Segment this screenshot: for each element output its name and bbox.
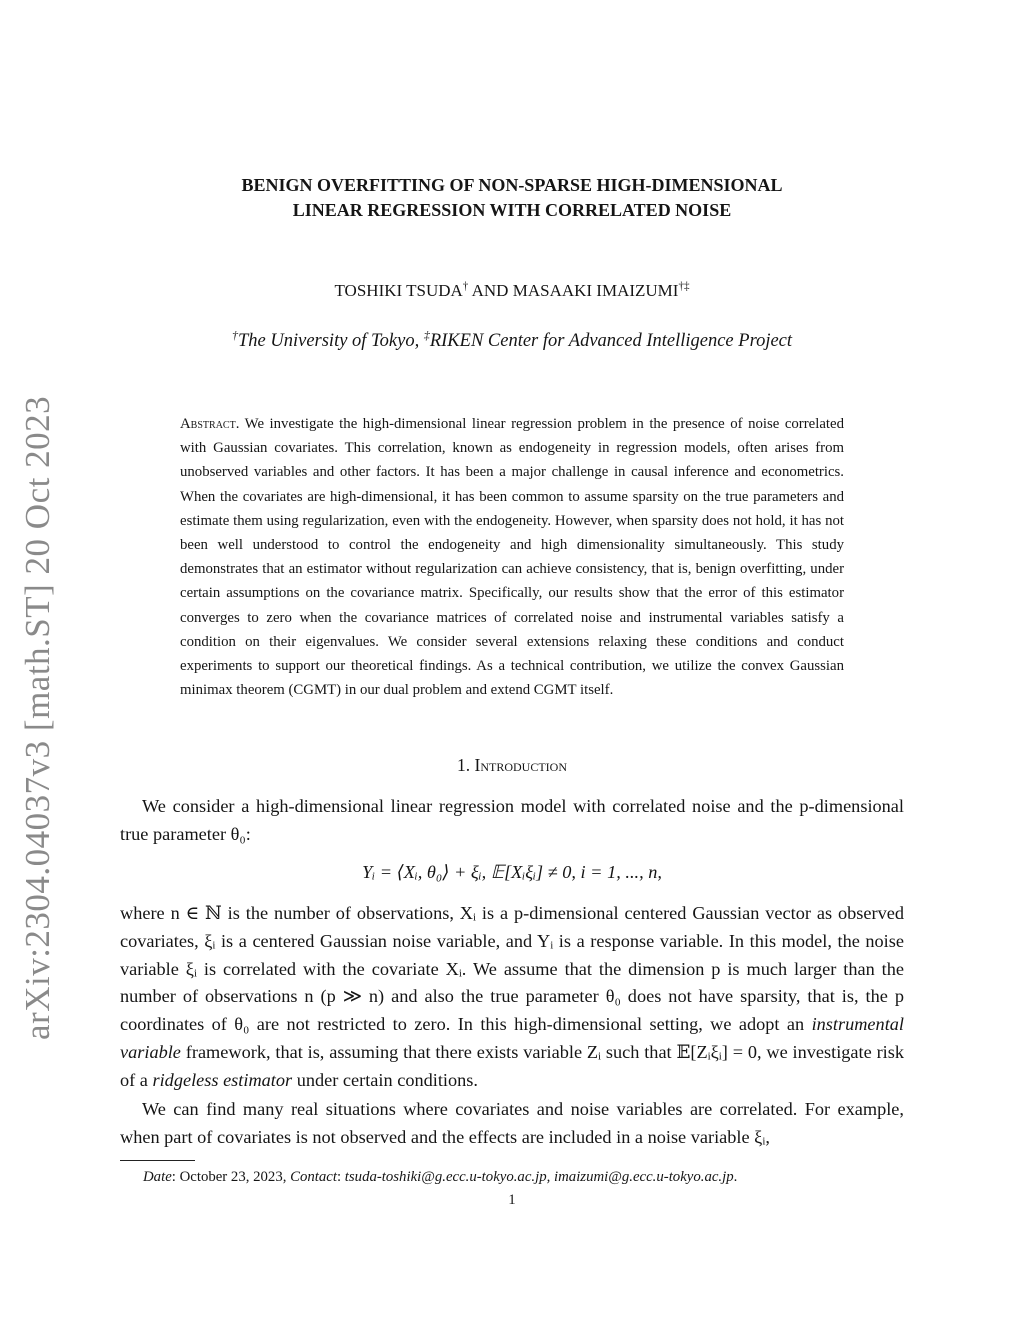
paper-title	[0, 173, 1024, 223]
intro-paragraph-2	[120, 900, 904, 1095]
arxiv-stamp: arXiv:2304.04037v3 [math.ST] 20 Oct 2023	[18, 395, 57, 1040]
contact-emails[interactable]: tsuda-toshiki@g.ecc.u-tokyo.ac.jp, imaizumi@g.ecc.u-tokyo.ac.jp	[344, 1169, 734, 1185]
title-line-1: BENIGN OVERFITTING OF NON-SPARSE HIGH-DIMENSIONAL	[241, 175, 783, 195]
p2-emphasis-ridgeless: ridgeless estimator	[152, 1069, 293, 1090]
footnote	[143, 1169, 737, 1186]
section-heading	[0, 755, 1024, 776]
p2-part-b: framework, that is, assuming that there exists variable Zᵢ such that 𝔼[Zᵢξᵢ] = 0, we investigate risk of a	[120, 1041, 904, 1090]
contact-label: Contact	[290, 1169, 337, 1185]
author-2: MASAAKI IMAIZUMI	[512, 281, 679, 300]
intro-paragraph-1: We consider a high-dimensional linear regression model with correlated noise and the p-dimensional true parameter θ₀:	[120, 796, 904, 844]
section-number: 1.	[457, 755, 471, 775]
date-label: Date	[143, 1169, 172, 1185]
author-1: TOSHIKI TSUDA	[334, 281, 463, 300]
model-equation: Yᵢ = ⟨Xᵢ, θ₀⟩ + ξᵢ, 𝔼[Xᵢξᵢ] ≠ 0, i = 1, ..., n,	[362, 862, 662, 882]
author-list	[0, 281, 1024, 301]
abstract-text: We investigate the high-dimensional linear regression problem in the presence of noise correlated with Gaussian covariates. This correlation, known as endogeneity in regression models, often arises from unobserved variables and other factors. It has been a major challenge in causal inference and econometrics. When the covariates are high-dimensional, it has been common to assume sparsity on the true parameters and estimate them using regularization, even with the endogeneity. However, when sparsity does not hold, it has not been well understood to control the endogeneity and high dimensionality simultaneously. This study demonstrates that an estimator without regularization can achieve consistency, that is, benign overfitting, under certain assumptions on the covariance matrix. Specifically, our results show that the error of this estimator converges to zero when the covariance matrices of correlated noise and instrumental variables satisfy a condition on their eigenvalues. We consider several extensions relaxing these conditions and conduct experiments to support our theoretical findings. As a technical contribution, we utilize the convex Gaussian minimax theorem (CGMT) in our dual problem and extend CGMT itself.	[180, 416, 844, 699]
author-1-mark: †	[462, 280, 469, 293]
affiliations	[0, 327, 1024, 352]
abstract	[180, 412, 844, 702]
title-line-2: LINEAR REGRESSION WITH CORRELATED NOISE	[292, 200, 732, 220]
author-connector: AND	[468, 281, 513, 300]
p2-emphasis-instrumental: instrumental variable	[120, 1014, 904, 1062]
affil-1: The University of Tokyo,	[237, 331, 424, 351]
author-2-mark: †‡	[678, 280, 690, 293]
footnote-rule	[120, 1160, 195, 1161]
affil-1-mark: †	[231, 327, 238, 342]
contact-sep: :	[336, 1169, 345, 1185]
footnote-end: .	[733, 1169, 738, 1185]
date-value: : October 23, 2023,	[171, 1169, 291, 1185]
affil-2: RIKEN Center for Advanced Intelligence Project	[429, 331, 793, 351]
abstract-label: Abstract.	[180, 416, 240, 432]
p2-part-a: where n ∈ ℕ is the number of observations, Xᵢ is a p-dimensional centered Gaussian vector as observed covariates, ξᵢ is a centered Gaussian noise variable, and Yᵢ is a response variable. In this model, the noise variable ξᵢ is correlated with the covariate Xᵢ. We assume that the dimension p is much larger than the number of observations n (p ≫ n) and also the true parameter θ₀ does not have sparsity, that is, the p coordinates of θ₀ are not restricted to zero. In this high-dimensional setting, we adopt an	[120, 903, 904, 1035]
intro-paragraph-3: We can find many real situations where covariates and noise variables are correlated. For example, when part of covariates is not observed and the effects are included in a noise variable ξᵢ,	[120, 1099, 904, 1147]
section-title: Introduction	[474, 755, 567, 775]
affil-2-mark: ‡	[423, 327, 430, 342]
page-number: 1	[508, 1192, 516, 1208]
p2-part-c: under certain conditions.	[292, 1069, 478, 1090]
